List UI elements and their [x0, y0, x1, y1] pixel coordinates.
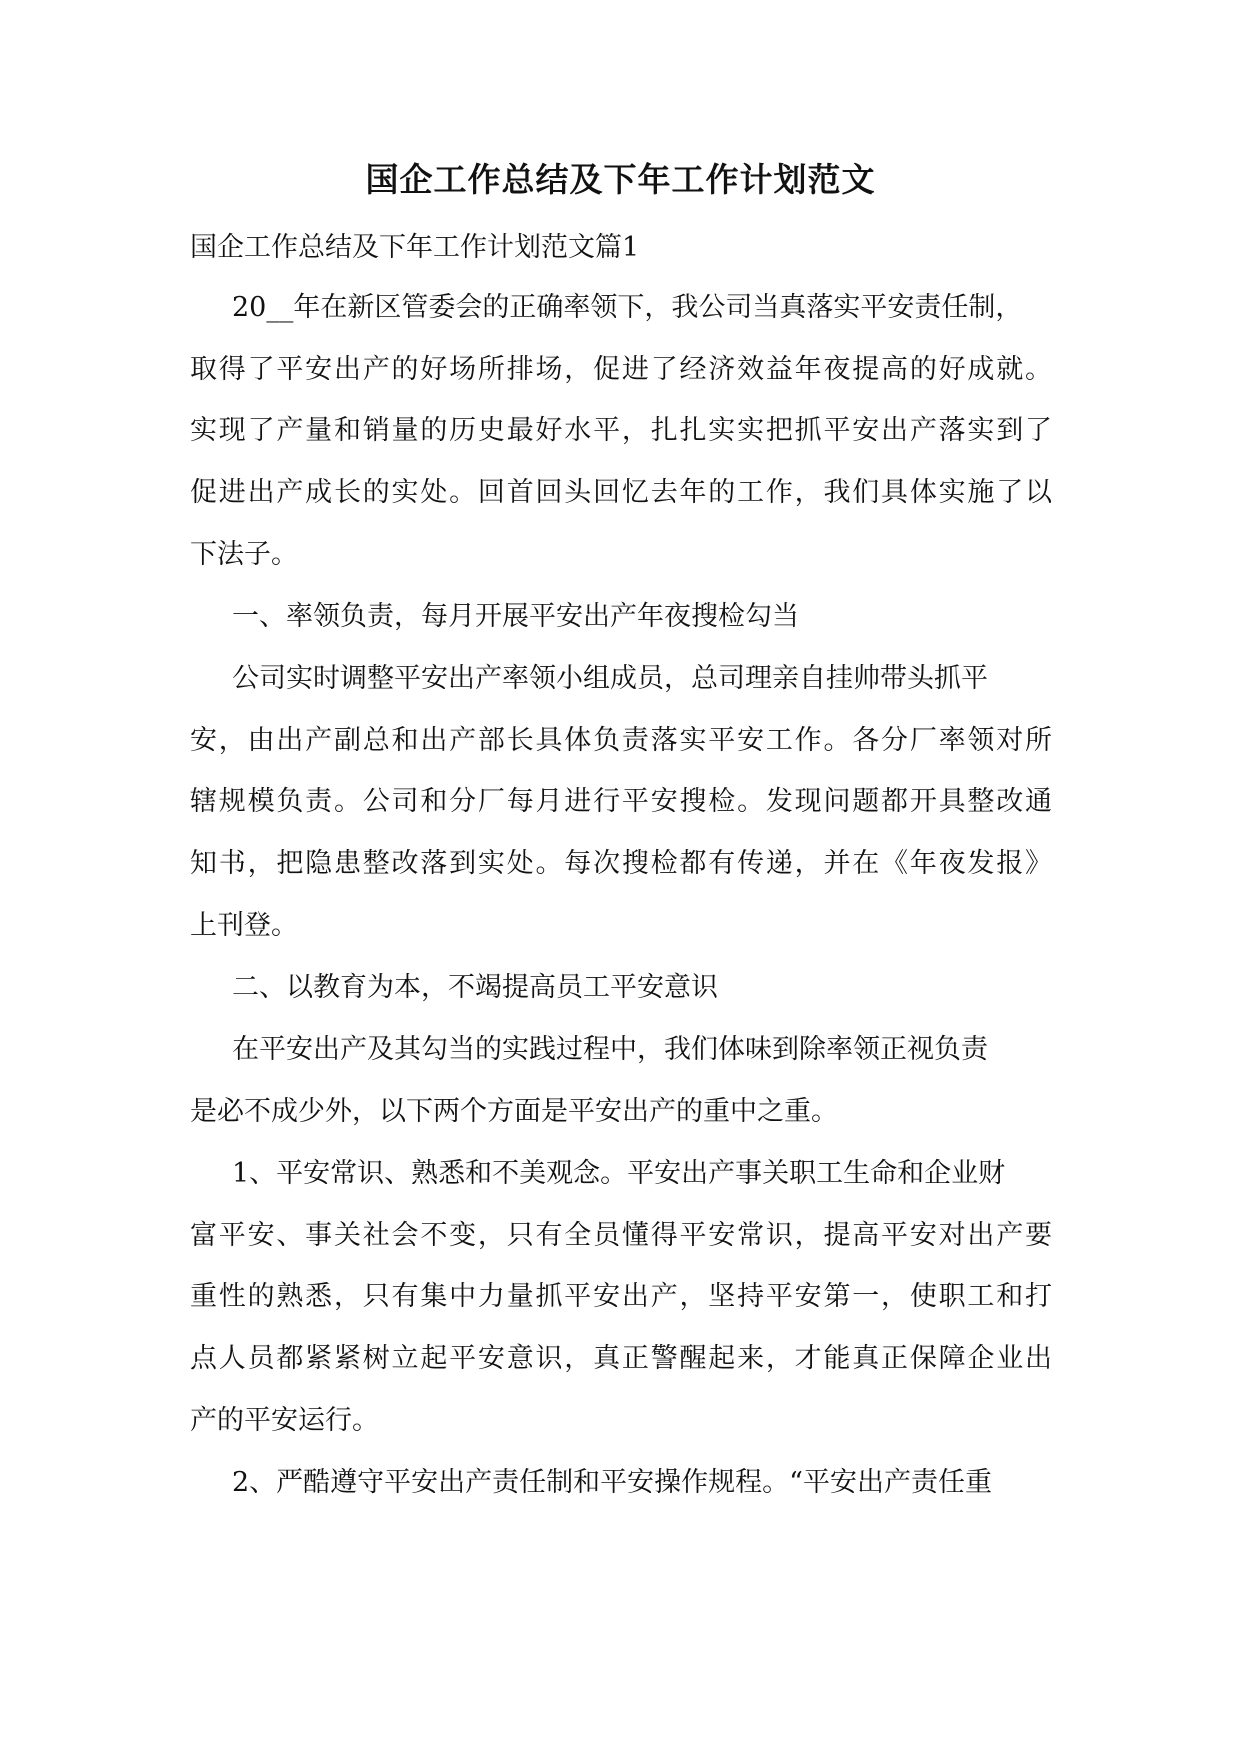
paragraph-line: 公司实时调整平安出产率领小组成员，总司理亲自挂帅带头抓平 [232, 663, 988, 694]
paragraph-line: 安，由出产副总和出产部长具体负责落实平安工作。各分厂率领对所 [190, 725, 1052, 756]
paragraph-line: 1、平安常识、熟悉和不美观念。平安出产事关职工生命和企业财 [232, 1158, 1006, 1189]
paragraph-line: 取得了平安出产的好场所排场，促进了经济效益年夜提高的好成就。 [190, 354, 1052, 385]
paragraph-line: 在平安出产及其勾当的实践过程中，我们体味到除率领正视负责 [232, 1034, 988, 1065]
paragraph-line: 20__年在新区管委会的正确率领下，我公司当真落实平安责任制， [232, 292, 1023, 323]
paragraph-line: 知书，把隐患整改落到实处。每次搜检都有传递，并在《年夜发报》 [190, 848, 1052, 879]
paragraph-line: 是必不成少外，以下两个方面是平安出产的重中之重。 [190, 1096, 838, 1127]
paragraph-line: 实现了产量和销量的历史最好水平，扎扎实实把抓平安出产落实到了 [190, 415, 1052, 446]
paragraph-line: 点人员都紧紧树立起平安意识，真正警醒起来，才能真正保障企业出 [190, 1343, 1052, 1374]
section-heading: 二、以教育为本，不竭提高员工平安意识 [232, 972, 718, 1003]
paragraph-line: 下法子。 [190, 539, 298, 570]
document-subtitle: 国企工作总结及下年工作计划范文篇1 [190, 232, 640, 263]
paragraph-line: 富平安、事关社会不变，只有全员懂得平安常识，提高平安对出产要 [190, 1220, 1052, 1251]
paragraph-line: 上刊登。 [190, 910, 298, 941]
paragraph-line: 辖规模负责。公司和分厂每月进行平安搜检。发现问题都开具整改通 [190, 786, 1052, 817]
document-title: 国企工作总结及下年工作计划范文 [365, 160, 876, 199]
section-heading: 一、率领负责，每月开展平安出产年夜搜检勾当 [232, 601, 799, 632]
paragraph-line: 重性的熟悉，只有集中力量抓平安出产，坚持平安第一，使职工和打 [190, 1281, 1052, 1312]
paragraph-line: 2、严酷遵守平安出产责任制和平安操作规程。“平安出产责任重 [232, 1467, 992, 1498]
paragraph-line: 产的平安运行。 [190, 1405, 379, 1436]
paragraph-line: 促进出产成长的实处。回首回头回忆去年的工作，我们具体实施了以 [190, 477, 1052, 508]
